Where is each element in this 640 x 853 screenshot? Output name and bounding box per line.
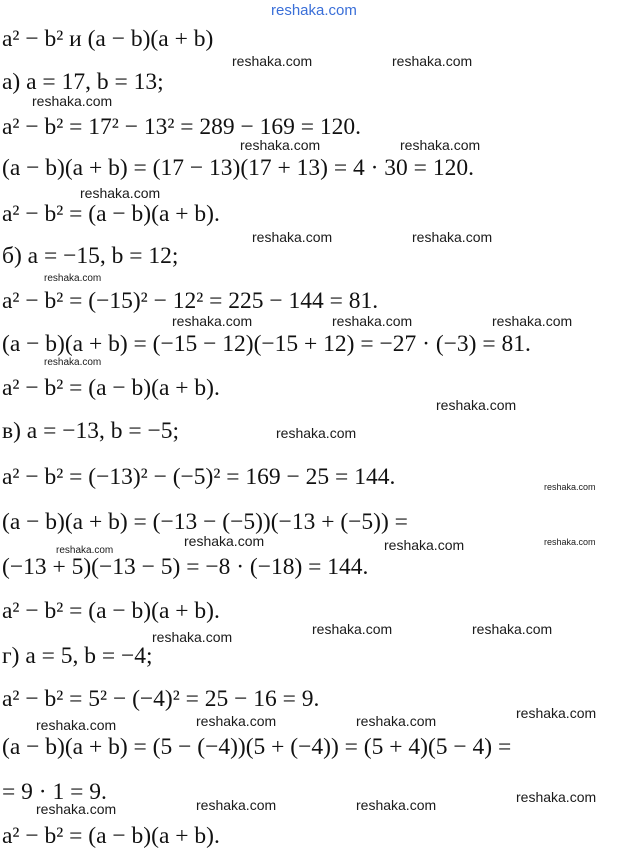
watermark: reshaka.com <box>516 705 597 721</box>
watermark: reshaka.com <box>152 629 233 645</box>
case-d-squares: a² − b² = 5² − (−4)² = 25 − 16 = 9. <box>2 686 320 712</box>
problem-statement: a² − b² и (a − b)(a + b) <box>2 26 214 52</box>
watermark: reshaka.com <box>44 357 102 368</box>
case-a-conclusion: a² − b² = (a − b)(a + b). <box>2 201 220 227</box>
case-d-product-continued: = 9 · 1 = 9. <box>2 779 107 805</box>
case-c-product: (a − b)(a + b) = (−13 − (−5))(−13 + (−5)) = <box>2 509 408 535</box>
watermark: reshaka.com <box>392 53 473 69</box>
case-b-values: б) a = −15, b = 12; <box>2 243 179 269</box>
watermark: reshaka.com <box>492 313 573 329</box>
watermark: reshaka.com <box>544 482 596 492</box>
case-b-squares: a² − b² = (−15)² − 12² = 225 − 144 = 81. <box>2 288 379 314</box>
watermark: reshaka.com <box>232 53 313 69</box>
watermark: reshaka.com <box>516 789 597 805</box>
watermark: reshaka.com <box>400 137 481 153</box>
watermark: reshaka.com <box>252 229 333 245</box>
case-d-values: г) a = 5, b = −4; <box>2 643 153 669</box>
site-header-link[interactable]: reshaka.com <box>271 2 357 19</box>
watermark: reshaka.com <box>80 185 161 201</box>
case-a-product: (a − b)(a + b) = (17 − 13)(17 + 13) = 4 · 30 = 120. <box>2 155 474 181</box>
watermark: reshaka.com <box>384 537 465 553</box>
case-c-values: в) a = −13, b = −5; <box>2 418 180 444</box>
watermark: reshaka.com <box>544 537 596 547</box>
case-a-squares: a² − b² = 17² − 13² = 289 − 169 = 120. <box>2 114 362 140</box>
watermark: reshaka.com <box>44 273 102 284</box>
watermark: reshaka.com <box>356 713 437 729</box>
case-d-conclusion: a² − b² = (a − b)(a + b). <box>2 823 220 849</box>
case-c-squares: a² − b² = (−13)² − (−5)² = 169 − 25 = 144. <box>2 464 396 490</box>
watermark: reshaka.com <box>32 93 113 109</box>
watermark: reshaka.com <box>196 713 277 729</box>
watermark: reshaka.com <box>36 717 117 733</box>
case-c-product-continued: (−13 + 5)(−13 − 5) = −8 · (−18) = 144. <box>2 554 369 580</box>
watermark: reshaka.com <box>184 533 265 549</box>
watermark: reshaka.com <box>312 621 393 637</box>
watermark: reshaka.com <box>36 801 117 817</box>
watermark: reshaka.com <box>276 425 357 441</box>
case-d-product: (a − b)(a + b) = (5 − (−4))(5 + (−4)) = (5 + 4)(5 − 4) = <box>2 734 512 760</box>
case-c-conclusion: a² − b² = (a − b)(a + b). <box>2 598 220 624</box>
watermark: reshaka.com <box>196 797 277 813</box>
watermark: reshaka.com <box>240 137 321 153</box>
watermark: reshaka.com <box>332 313 413 329</box>
watermark: reshaka.com <box>172 313 253 329</box>
watermark: reshaka.com <box>436 397 517 413</box>
case-b-product: (a − b)(a + b) = (−15 − 12)(−15 + 12) = −27 · (−3) = 81. <box>2 331 531 357</box>
watermark: reshaka.com <box>472 621 553 637</box>
watermark: reshaka.com <box>412 229 493 245</box>
case-b-conclusion: a² − b² = (a − b)(a + b). <box>2 375 220 401</box>
watermark: reshaka.com <box>56 545 114 556</box>
watermark: reshaka.com <box>356 797 437 813</box>
case-a-values: а) a = 17, b = 13; <box>2 69 164 95</box>
